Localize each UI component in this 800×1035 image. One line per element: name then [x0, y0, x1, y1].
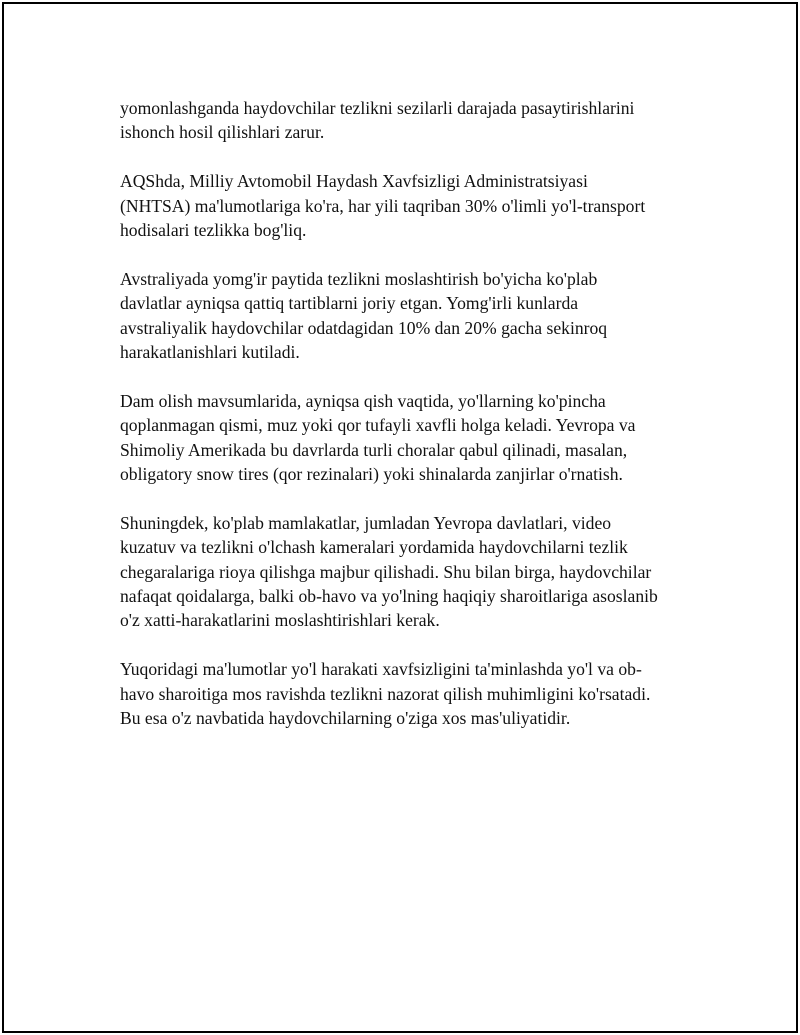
text-line: davlatlar ayniqsa qattiq tartiblarni joriy etgan. Yomg'irli kunlarda: [120, 293, 579, 314]
text-line: hodisalari tezlikka bog'liq.: [120, 220, 307, 241]
paragraph-6: [120, 657, 692, 730]
text-line: kuzatuv va tezlikni o'lchash kameralari yordamida haydovchilarni tezlik: [120, 537, 628, 558]
paragraph-4: [120, 389, 692, 487]
text-line: chegaralariga rioya qilishga majbur qilishadi. Shu bilan birga, haydovchilar: [120, 561, 652, 582]
paragraph-5: [120, 511, 692, 633]
document-page: [2, 2, 798, 1033]
text-line: Yuqoridagi ma'lumotlar yo'l harakati xavfsizligini ta'minlashda yo'l va ob-: [120, 659, 642, 680]
text-line: Shuningdek, ko'plab mamlakatlar, jumladan Yevropa davlatlari, video: [120, 512, 612, 533]
text-line: (NHTSA) ma'lumotlariga ko'ra, har yili taqriban 30% o'limli yo'l-transport: [120, 195, 646, 216]
text-line: AQShda, Milliy Avtomobil Haydash Xavfsizligi Administratsiyasi: [120, 171, 588, 192]
text-line: Bu esa o'z navbatida haydovchilarning o'ziga xos mas'uliyatidir.: [120, 708, 571, 729]
text-line: havo sharoitiga mos ravishda tezlikni nazorat qilish muhimligini ko'rsatadi.: [120, 683, 651, 704]
paragraph-1: [120, 96, 692, 145]
text-line: qoplanmagan qismi, muz yoki qor tufayli xavfli holga keladi. Yevropa va: [120, 415, 636, 436]
text-line: yomonlashganda haydovchilar tezlikni sezilarli darajada pasaytirishlarini: [120, 98, 635, 118]
text-line: o'z xatti-harakatlarini moslashtirishlari kerak.: [120, 610, 440, 631]
text-line: nafaqat qoidalarga, balki ob-havo va yo'lning haqiqiy sharoitlariga asoslanib: [120, 586, 658, 607]
document-body: [120, 96, 692, 755]
text-line: Avstraliyada yomg'ir paytida tezlikni moslashtirish bo'yicha ko'plab: [120, 268, 598, 289]
paragraph-3: [120, 267, 692, 365]
text-line: avstraliyalik haydovchilar odatdagidan 10% dan 20% gacha sekinroq: [120, 317, 608, 338]
paragraph-2: [120, 169, 692, 242]
text-line: Shimoliy Amerikada bu davrlarda turli choralar qabul qilinadi, masalan,: [120, 439, 628, 460]
text-line: Dam olish mavsumlarida, ayniqsa qish vaqtida, yo'llarning ko'pincha: [120, 390, 606, 411]
text-line: harakatlanishlari kutiladi.: [120, 342, 300, 363]
text-line: obligatory snow tires (qor rezinalari) yoki shinalarda zanjirlar o'rnatish.: [120, 464, 623, 485]
text-line: ishonch hosil qilishlari zarur.: [120, 122, 325, 143]
